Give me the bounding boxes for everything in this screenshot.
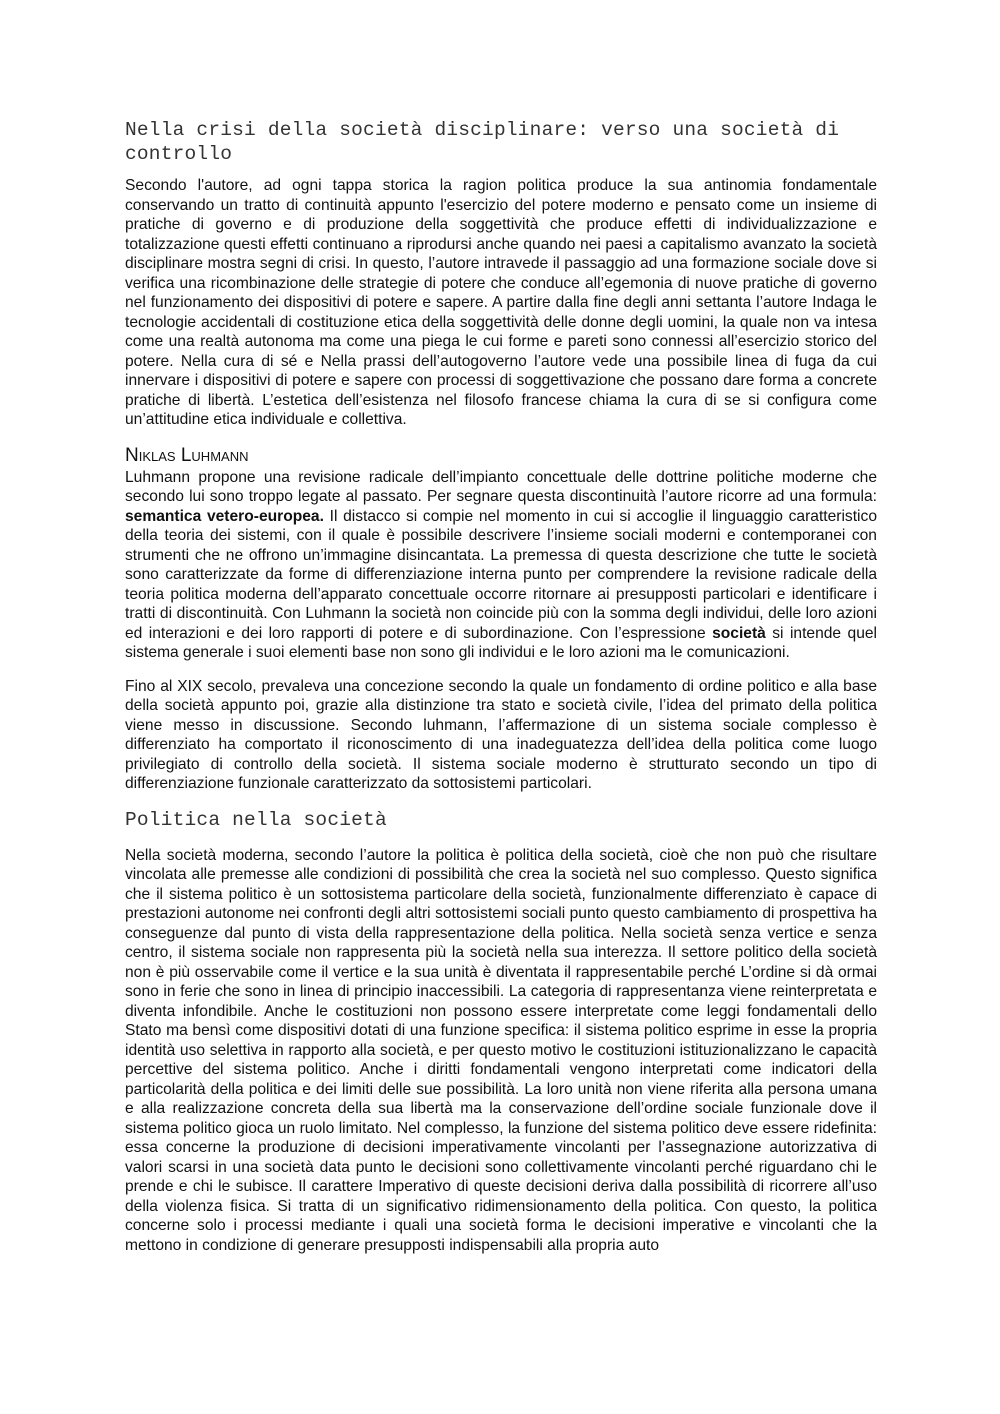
bold-term-semantica-vetero-europea: semantica vetero-europea. [125, 507, 324, 525]
paragraph-politica-nella-societa: Nella società moderna, secondo l’autore la politica è politica della società, cioè che non può che risultare vincolata alle premesse alle condizioni di possibilità che crea la società nel suo complesso. Questo significa che il sistema politico è un sottosistema particolare della società, funzionalmente differenziato è capace di prestazioni autonome nei confronti degli altri sottosistemi sociali punto questo cambiamento di prospettiva ha conseguenze dal punto di vista della rappresentazione della politica. Nella società senza vertice e senza centro, il sistema sociale non rappresenta più la società nella sua interezza. Il settore politico della società non è più osservabile come il vertice e la sua unità è diventata il rappresentabile perché L’ordine si dà ormai sono in ferie che sono in linea di principio inaccessibili. La categoria di rappresentanza viene reinterpretata e diventa infondibile. Anche le costituzioni non possono essere interpretate come leggi fondamentali dello Stato ma bensì come dispositivi dotati di una funzione specifica: il sistema politico esprime in esse la propria identità uso selettiva in rapporto alla società, e per questo motivo le costituzioni istituzionalizzano le capacità percettive del sistema politico. Anche i diritti fondamentali vengono interpretati come indicatori della particolarità della politica e dei limiti delle sue possibilità. La loro unità non viene riferita alla persona umana e alla realizzazione concreta della sua libertà ma la conservazione dell’ordine sociale funzionale dove il sistema politico gioca un ruolo limitato. Nel complesso, la funzione del sistema politico deve essere ridefinita: essa concerne la produzione di decisioni imperativamente vincolanti per l’assegnazione autorizzativa di valori scarsi in una società data punto le decisioni sono collettivamente vincolanti perché riguardano chi le prende e chi le subisce. Il carattere Imperativo di queste decisioni deriva dalla possibilità di ricorrere all’uso della violenza fisica. Si tratta di un significativo ridimensionamento della politica. Con questo, la politica concerne solo i processi mediante i quali una società forma le decisioni imperative e vincolanti che la mettono in condizione di generare presupposti indispensabili alla propria auto [125, 846, 877, 1254]
text-run: Il distacco si compie nel momento in cui si accoglie il linguaggio caratteristico della teoria dei sistemi, con il quale è possibile descrivere l’insieme sociali moderni e contemporanei con strumenti che ne offrono un’immagine disincantata. La premessa di questa descrizione che tutte le società sono caratterizzate da forme di differenziazione interna punto per comprendere la revisione radicale della teoria politica moderna dell’apparato concettuale occorre ritornare ai presupposti particolari e identificare i tratti di discontinuità. Con Luhmann la società non coincide più con la somma degli individui, delle loro azioni ed interazioni e dei loro rapporti di potere e di subordinazione. Con l’espressione [125, 507, 877, 642]
section-heading-niklas-luhmann: Niklas Luhmann [125, 444, 249, 466]
paragraph-crisi-societa: Secondo l'autore, ad ogni tappa storica la ragion politica produce la sua antinomia fondamentale conservando un tratto di continuità appunto l'esercizio del potere moderno e pensato come un insieme di pratiche di governo e di produzione della soggettività che produce effetti di individualizzazione e totalizzazione questi effetti continuano a riprodursi anche quando nei paesi a capitalismo avanzato la società disciplinare mostra segni di crisi. In questo, l’autore intravede il passaggio ad una formazione sociale dove si verifica una ricombinazione delle strategie di potere che conduce all’egemonia di nuove pratiche di governo nel funzionamento dei dispositivi di potere e sapere. A partire dalla fine degli anni settanta l’autore Indaga le tecnologie accidentali di costituzione etica della soggettività delle donne degli uomini, la quale non va intesa come una realtà autonoma ma come una piega le cui forme e pareti sono connessi all’esercizio storico del potere. Nella cura di sé e Nella prassi dell’autogoverno l’autore vede una possibile linea di fuga da cui innervare i dispositivi di potere e sapere con processi di soggettivazione che possano dare forma a concrete pratiche di libertà. L’estetica dell’esistenza nel filosofo francese chiama la cura di se si configura come un’attitudine etica individuale e collettiva. [125, 177, 877, 428]
section-heading-crisi-societa-disciplinare: Nella crisi della società disciplinare: verso una società di controllo [125, 119, 840, 165]
paragraph-luhmann-revisione [125, 468, 877, 663]
bold-term-societa: società [712, 624, 766, 642]
section-heading-politica-nella-societa: Politica nella società [125, 808, 387, 831]
text-run: Luhmann propone una revisione radicale dell’impianto concettuale delle dottrine politiche moderne che secondo lui sono troppo legate al passato. Per segnare questa discontinuità l’autore ricorre ad una formula: [125, 468, 877, 505]
document-page [125, 118, 877, 1269]
text-run: si intende quel sistema generale i suoi elementi base non sono gli individui e le loro azioni ma le comunicazioni. [125, 624, 877, 661]
paragraph-luhmann-xix-secolo: Fino al XIX secolo, prevaleva una concezione secondo la quale un fondamento di ordine politico e alla base della società appunto poi, grazie alla distinzione tra stato e società civile, l’idea del primato della politica viene messo in discussione. Secondo luhmann, l’affermazione di un sistema sociale complesso è differenziato ha comportato il riconoscimento di una inadeguatezza dell’idea della politica come luogo privilegiato di controllo della società. Il sistema sociale moderno è strutturato secondo un tipo di differenziazione funzionale caratterizzato da sottosistemi particolari. [125, 677, 877, 792]
